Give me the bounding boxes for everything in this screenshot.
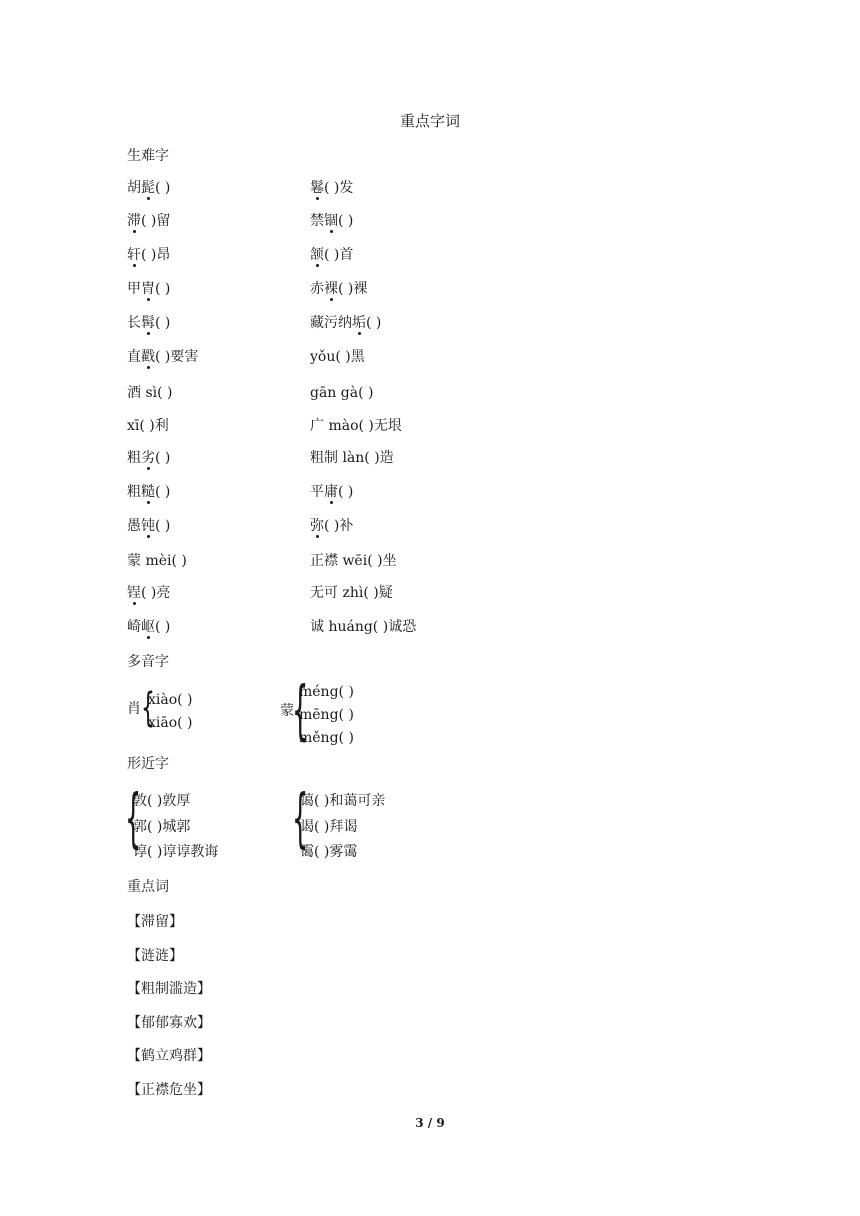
similar-char-row: 霭( )雾霭 <box>300 844 358 860</box>
vocab-row: 正襟 wēi( )坐 <box>310 553 397 569</box>
keyword-item: 【涟涟】 <box>127 948 183 964</box>
similar-char-row: 敦( )敦厚 <box>133 793 191 809</box>
polyphone-reading: méng( ) <box>299 684 354 700</box>
left-brace-icon: { <box>141 685 155 731</box>
keyword-item: 【正襟危坐】 <box>127 1082 211 1098</box>
polyphone-char: 肖 <box>127 701 141 717</box>
section-heading-shengnan: 生难字 <box>127 148 169 164</box>
vocab-row: 长髯( ) <box>127 315 171 331</box>
vocab-row: 锃( )亮 <box>127 585 171 601</box>
vocab-row: 粗制 làn( )造 <box>310 450 394 466</box>
polyphone-char: 蒙 <box>280 703 294 719</box>
vocab-row: 无可 zhì( )疑 <box>310 585 393 601</box>
vocab-row: 鬈( )发 <box>310 180 354 196</box>
vocab-row: 赤裸( )裸 <box>310 281 368 297</box>
vocab-row: 禁锢( ) <box>310 213 354 229</box>
polyphone-reading: xiào( ) <box>148 692 193 708</box>
polyphone-reading: xiāo( ) <box>148 715 193 731</box>
polyphone-reading: měng( ) <box>299 730 354 746</box>
keyword-item: 【滞留】 <box>127 914 183 930</box>
vocab-row: 诚 huáng( )诚恐 <box>310 619 417 635</box>
vocab-row: 胡髭( ) <box>127 180 171 196</box>
vocab-row: 弥( )补 <box>310 518 354 534</box>
vocab-row: 蒙 mèi( ) <box>127 553 187 569</box>
left-brace-icon: { <box>125 782 142 856</box>
vocab-row: 粗糙( ) <box>127 484 171 500</box>
similar-char-row: 郭( )城郭 <box>133 819 191 835</box>
vocab-row: 直戳( )要害 <box>127 349 199 365</box>
vocab-row: 平庸( ) <box>310 484 354 500</box>
similar-char-row: 谒( )拜谒 <box>300 819 358 835</box>
vocab-row: gān gà( ) <box>310 385 374 401</box>
page-number: 3 / 9 <box>415 1116 445 1130</box>
vocab-row: yǒu( )黑 <box>310 349 365 365</box>
vocab-row: 颔( )首 <box>310 247 354 263</box>
vocab-row: 愚钝( ) <box>127 518 171 534</box>
vocab-row: xī( )利 <box>127 418 169 434</box>
vocab-row: 藏污纳垢( ) <box>310 315 382 331</box>
keyword-item: 【鹤立鸡群】 <box>127 1048 211 1064</box>
vocab-row: 广 mào( )无垠 <box>310 418 402 434</box>
left-brace-icon: { <box>292 782 309 856</box>
similar-char-row: 蔼( )和蔼可亲 <box>300 793 386 809</box>
section-heading-zhongdianci: 重点词 <box>127 879 169 895</box>
page-title: 重点字词 <box>399 112 460 130</box>
keyword-item: 【粗制滥造】 <box>127 981 211 997</box>
polyphone-reading: mēng( ) <box>299 707 354 723</box>
vocab-row: 轩( )昂 <box>127 247 171 263</box>
section-heading-duoyin: 多音字 <box>127 654 169 670</box>
section-heading-xingjin: 形近字 <box>127 756 169 772</box>
left-brace-icon: { <box>292 674 309 748</box>
vocab-row: 甲胄( ) <box>127 281 171 297</box>
vocab-row: 粗劣( ) <box>127 450 171 466</box>
vocab-row: 崎岖( ) <box>127 619 171 635</box>
similar-char-row: 谆( )谆谆教诲 <box>133 844 219 860</box>
keyword-item: 【郁郁寡欢】 <box>127 1015 211 1031</box>
vocab-row: 酒 sì( ) <box>127 385 173 401</box>
vocab-row: 滞( )留 <box>127 213 171 229</box>
